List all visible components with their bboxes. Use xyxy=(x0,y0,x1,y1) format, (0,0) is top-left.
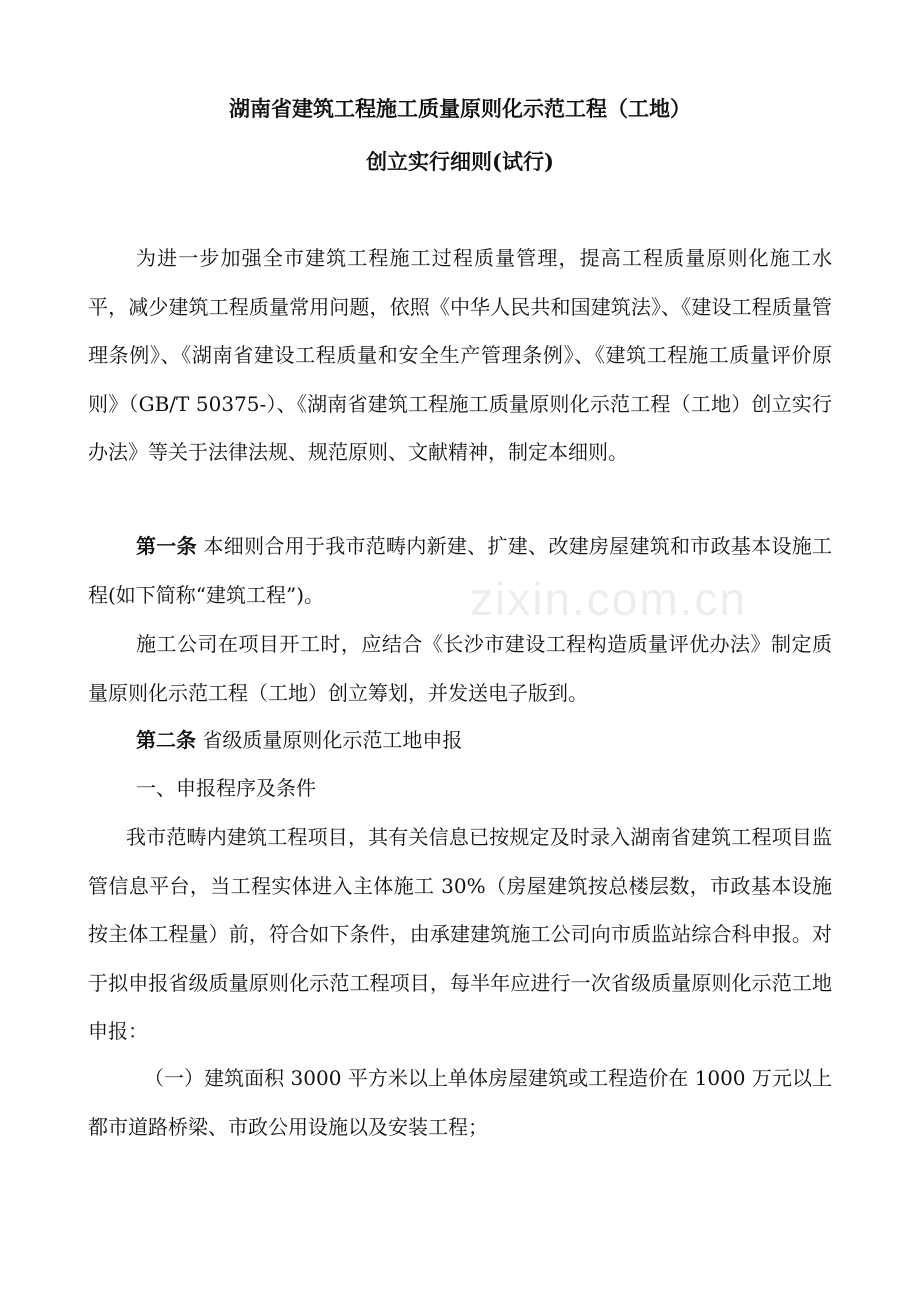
article-1-lead: 第一条 xyxy=(136,534,197,558)
section-1-paragraph: 我市范畴内建筑工程项目，其有关信息已按规定及时录入湖南省建筑工程项目监管信息平台，当工程实体进入主体施工 30%（房屋建筑按总楼层数，市政基本设施按主体工程量）前，符合如下条件，由承建建筑施工公司向市质监站综合科申报。对于拟申报省级质量原则化示范工程项目，每半年应进行一次省级质量原则化示范工地申报： xyxy=(88,825,832,1043)
article-1-text: 本细则合用于我市范畴内新建、扩建、改建房屋建筑和市政基本设施工程(如下简称“建筑工程”)。 xyxy=(88,534,833,607)
intro-paragraph: 为进一步加强全市建筑工程施工过程质量管理，提高工程质量原则化施工水平，减少建筑工程质量常用问题，依照《中华人民共和国建筑法》、《建设工程质量管理条例》、《湖南省建设工程质量和安全生产管理条例》、《建筑工程施工质量评价原则》（GB/T 50375-）、《湖南省建筑工程施工质量原则化示范工程（工地）创立实行办法》等关于法律法规、规范原则、文献精神，制定本细则。 xyxy=(88,246,832,464)
article-2-lead: 第二条 xyxy=(136,728,196,752)
article-2-text: 省级质量原则化示范工地申报 xyxy=(196,728,463,752)
item-1-paragraph: （一）建筑面积 3000 平方米以上单体房屋建筑或工程造价在 1000 万元以上都市道路桥梁、市政公用设施以及安装工程； xyxy=(88,1066,832,1139)
article-1-continuation: 施工公司在项目开工时，应结合《长沙市建设工程构造质量评优办法》制定质量原则化示范工程（工地）创立筹划，并发送电子版到。 xyxy=(88,632,832,705)
document-title-line1: 湖南省建筑工程施工质量原则化示范工程（工地） xyxy=(229,96,691,121)
section-1-heading: 一、申报程序及条件 xyxy=(136,776,316,800)
watermark-text: zixin.com.cn xyxy=(470,573,748,625)
article-2-paragraph xyxy=(88,716,832,765)
article-1-paragraph xyxy=(88,522,832,619)
document-title-line2: 创立实行细则(试行) xyxy=(366,149,554,174)
